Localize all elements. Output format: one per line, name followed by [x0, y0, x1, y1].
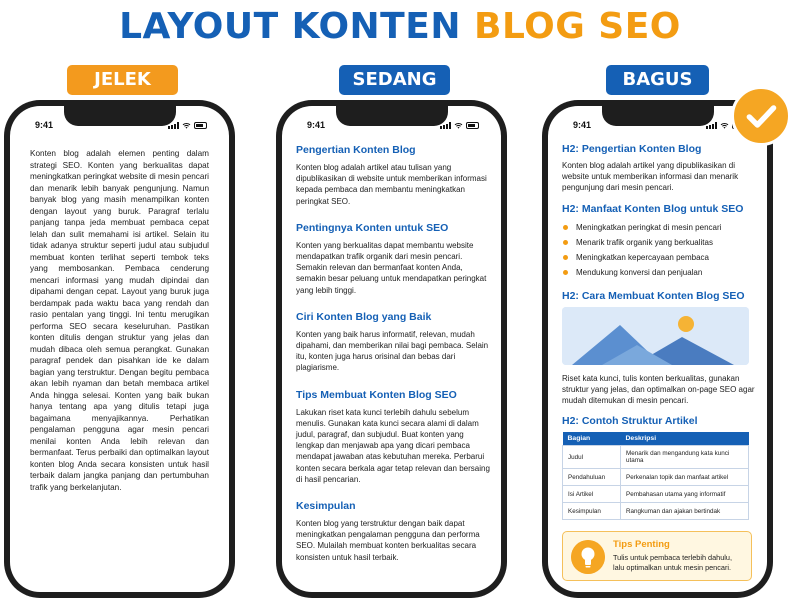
phone-sedang — [276, 100, 507, 598]
page-title — [0, 6, 800, 47]
status-time: 9:41 — [573, 120, 592, 130]
table-cell: Pendahuluan — [563, 469, 621, 486]
signal-icon — [168, 122, 179, 129]
table-cell: Menarik dan mengandung kata kunci utama — [621, 446, 749, 469]
table-cell: Perkenalan topik dan manfaat artikel — [621, 469, 749, 486]
bullet-dot-icon — [563, 270, 568, 275]
table-cell: Kesimpulan — [563, 503, 621, 520]
bullet-dot-icon — [563, 225, 568, 230]
wall-of-text: Konten blog adalah elemen penting dalam strategi SEO. Konten yang berkualitas dapat meningkatkan peringkat website di mesin pencari dan menarik lebih banyak pengunjung. Namun banyak blog yang masih menampilkan konten dengan layout yang buruk. Paragraf terlalu panjang tanpa jeda membuat pembaca cepat lelah dan sulit memahami isi artikel. Selain itu tidak adanya struktur seperti judul atau subjudul membuat konten terlihat seperti tembok teks yang membosankan. Pembaca cenderung mencari informasi yang mudah dipindai dan dipahami dengan cepat. Layout yang buruk juga berdampak pada waktu baca yang rendah dan rasio pentalan yang tinggi. Ini tentu merugikan performa SEO secara keseluruhan. Pastikan konten ditulis dengan struktur yang jelas dan mudah dibaca oleh semua perangkat. Gunakan paragraf pendek dan pisahkan ide ke dalam bagian yang terstruktur. Dengan begitu pembaca akan lebih nyaman dan betah membaca artikel Anda hingga selesai. Konten yang baik bukan hanya tentang apa yang ditulis tetapi juga bagaimana menyajikannya. Perhatikan pengalaman pengguna agar mesin pencari menilai konten Anda lebih relevan dan bermanfaat. Terus perbaiki dan optimalkan layout konten blog Anda secara konsisten untuk hasil terbaik dalam jangka panjang dan pertumbuhan trafik yang berkelanjutan. — [30, 149, 209, 492]
lightbulb-icon — [571, 540, 605, 574]
phone-screen — [10, 106, 229, 592]
section-paragraph: Konten blog yang terstruktur dengan baik dapat meningkatkan pengalaman pengguna dan performa SEO. Mulailah membuat konten berkualitas secara konsisten untuk hasil terbaik. — [296, 519, 480, 562]
section-heading: Kesimpulan — [296, 500, 356, 513]
wifi-icon — [454, 122, 463, 129]
tips-box — [562, 531, 752, 581]
table-row — [563, 469, 749, 486]
phone-jelek — [4, 100, 235, 598]
list-item-label: Menarik trafik organik yang berkualitas — [576, 237, 713, 247]
status-time: 9:41 — [35, 120, 54, 130]
signal-icon — [440, 122, 451, 129]
wifi-icon — [720, 122, 729, 129]
list-item — [562, 235, 757, 250]
status-bar — [10, 120, 229, 134]
list-item-label: Mendukung konversi dan penjualan — [576, 267, 703, 277]
badge-jelek: JELEK — [67, 65, 178, 95]
table-cell: Pembahasan utama yang informatif — [621, 486, 749, 503]
table-row — [563, 486, 749, 503]
table-header: Deskripsi — [621, 432, 749, 446]
title-part-orange: BLOG SEO — [474, 6, 681, 47]
list-item — [562, 220, 757, 235]
status-bar — [282, 120, 501, 134]
structure-table — [562, 432, 749, 520]
bullet-dot-icon — [563, 255, 568, 260]
battery-icon — [466, 122, 479, 129]
table-row — [563, 503, 749, 520]
badge-sedang: SEDANG — [339, 65, 450, 95]
section-heading: Tips Membuat Konten Blog SEO — [296, 388, 457, 401]
benefit-list — [562, 220, 757, 280]
section-heading: Pengertian Konten Blog — [296, 144, 416, 156]
phone-screen — [282, 106, 501, 592]
battery-icon — [194, 122, 207, 129]
section-paragraph: Konten yang baik harus informatif, relevan, mudah dipahami, dan memberikan nilai bagi pembaca. Selain itu, konten juga harus orisinal dan bebas dari plagiarisme. — [296, 329, 489, 373]
section-heading: Pentingnya Konten untuk SEO — [296, 221, 449, 234]
mountain-image-icon — [562, 307, 749, 365]
h2-heading: H2: Pengertian Konten Blog — [562, 143, 702, 155]
list-item-label: Meningkatkan peringkat di mesin pencari — [576, 222, 722, 232]
list-item — [562, 250, 757, 265]
h2-heading: H2: Manfaat Konten Blog untuk SEO — [562, 202, 744, 215]
list-item-label: Meningkatkan kepercayaan pembaca — [576, 252, 709, 262]
tips-text: Tulis untuk pembaca terlebih dahulu, lalu optimalkan untuk mesin pencari. — [613, 553, 732, 573]
status-time: 9:41 — [307, 120, 326, 130]
h2-paragraph: Konten blog adalah artikel yang dipublikasikan di website untuk memberikan informasi dan menarik pengunjung dari mesin pencari. — [562, 161, 739, 193]
section-paragraph: Konten yang berkualitas dapat membantu website mendapatkan trafik organik dari mesin pencari. Semakin relevan dan bermanfaat konten Anda, semakin besar peluang untuk mendapatkan peringkat yang lebih tinggi. — [296, 240, 487, 295]
list-item — [562, 265, 757, 280]
badge-bagus: BAGUS — [606, 65, 709, 95]
h2-heading: H2: Contoh Struktur Artikel — [562, 415, 698, 428]
tips-title: Tips Penting — [613, 539, 670, 551]
table-cell: Rangkuman dan ajakan bertindak — [621, 503, 749, 520]
table-row — [563, 446, 749, 469]
bullet-dot-icon — [563, 240, 568, 245]
section-heading: Ciri Konten Blog yang Baik — [296, 310, 432, 323]
section-paragraph: Lakukan riset kata kunci terlebih dahulu sebelum menulis. Gunakan kata kunci secara alami di dalam judul, paragraf, dan subjudul. Buat konten yang lengkap dan menjawab apa yang dicari pembaca mendapat jawaban atas kebutuhan mereka. Perbarui konten secara berkala agar tetap relevan dan bersaing di hasil pencarian. — [296, 407, 490, 484]
h2-heading: H2: Cara Membuat Konten Blog SEO — [562, 289, 745, 302]
phone-bagus — [542, 100, 773, 598]
table-cell: Judul — [563, 446, 621, 469]
signal-icon — [706, 122, 717, 129]
table-cell: Isi Artikel — [563, 486, 621, 503]
wifi-icon — [182, 122, 191, 129]
title-part-blue: LAYOUT KONTEN — [119, 6, 461, 47]
phone-screen — [548, 106, 767, 592]
h2-paragraph: Riset kata kunci, tulis konten berkualitas, gunakan struktur yang jelas, dan optimalkan on-page SEO agar mudah ditemukan di mesin pencari. — [562, 373, 755, 406]
checkmark-icon — [731, 86, 791, 146]
table-header: Bagian — [563, 432, 621, 446]
section-paragraph: Konten blog adalah artikel atau tulisan yang dipublikasikan di website untuk memberikan informasi kepada pembaca dan membantu meningkatkan peringkat SEO. — [296, 163, 487, 206]
